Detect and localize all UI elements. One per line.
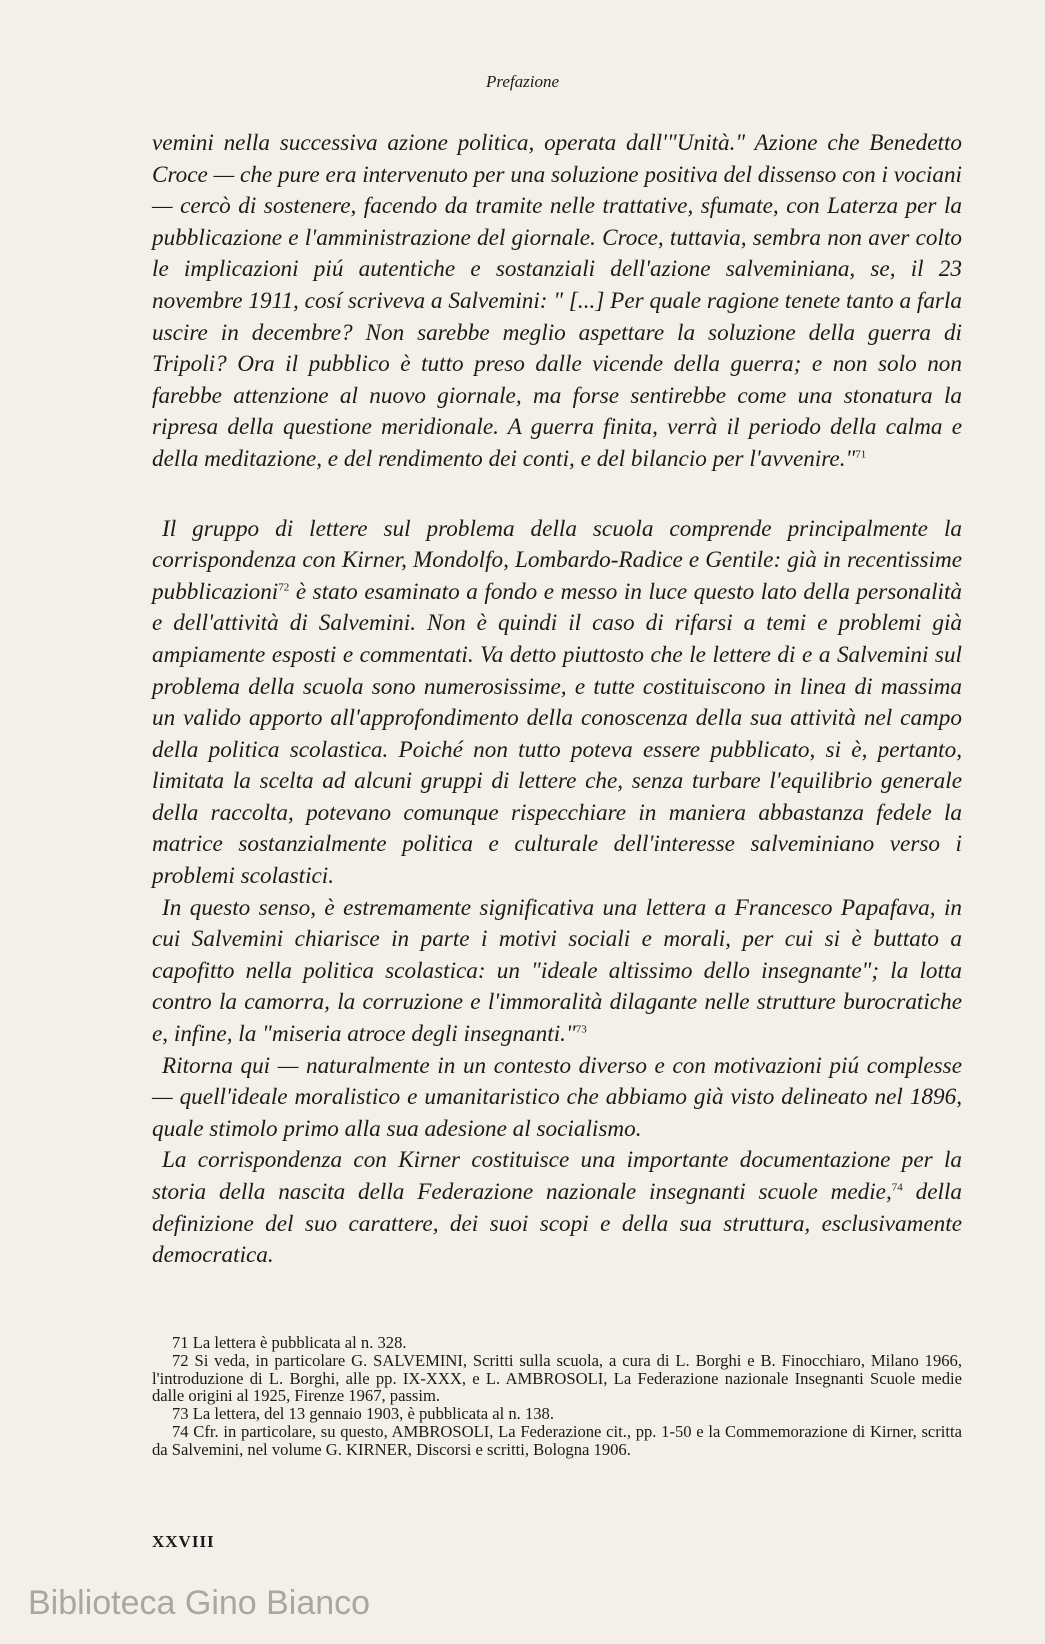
footnote-74: 74 Cfr. in particolare, su questo, AMBROSOLI, La Federazione cit., pp. 1-50 e la Commemorazione di Kirner, scritta da Salvemini, nel volume G. KIRNER, Discorsi e scritti, Bologna 1906. bbox=[152, 1421, 962, 1459]
library-watermark: Biblioteca Gino Bianco bbox=[28, 1584, 371, 1622]
paragraph-2 bbox=[152, 514, 962, 893]
paragraph-3 bbox=[152, 893, 962, 1051]
paragraph-4: Ritorna qui — naturalmente in un contesto diverso e con motivazioni piú complesse — quell'ideale moralistico e umanitaristico che abbiamo già visto delineato nel 1896, quale stimolo primo alla sua adesione al socialismo. bbox=[152, 1052, 962, 1142]
body-text bbox=[152, 128, 962, 1272]
footnotes bbox=[152, 1334, 962, 1459]
paragraph-5 bbox=[152, 1145, 962, 1271]
paragraph-1-text: vemini nella successiva azione politica, operata dall'"Unità." Azione che Benedetto Croce — che pure era intervenuto per una soluzione positiva del dissenso con i vociani — cercò di sostenere, facendo da tramite nelle trattative, sfumate, con Laterza per la pubblicazione e l'amministrazione del giornale. Croce, tuttavia, sembra non aver colto le implicazioni piú autentiche e sostanziali dell'azione salveminiana, se, il 23 novembre 1911, cosí scriveva a Salvemini: " [...] Per quale ragione tenete tanto a farla uscire in decembre? Non sarebbe meglio aspettare la soluzione della guerra di Tripoli? Ora il pubblico è tutto preso dalle vicende della guerra; e non solo non farebbe attenzione al nuovo giornale, ma forse sentirebbe come una stonatura la ripresa della questione meridionale. A guerra finita, verrà il periodo della calma e della meditazione, e del rendimento dei conti, e del bilancio per l'avvenire." bbox=[152, 130, 962, 472]
footnote-73: 73 La lettera, del 13 gennaio 1903, è pubblicata al n. 138. bbox=[172, 1404, 554, 1424]
footnote-72: 72 Si veda, in particolare G. SALVEMINI, Scritti sulla scuola, a cura di L. Borghi e B. Finocchiaro, Milano 1966, l'introduzione di L. Borghi, alle pp. IX-XXX, e L. AMBROSOLI, La Federazione nazionale Insegnanti Scuole medie dalle origini al 1925, Firenze 1967, passim. bbox=[152, 1350, 962, 1406]
footnote-ref-73: 73 bbox=[575, 1023, 587, 1036]
footnote-ref-72: 72 bbox=[278, 580, 290, 593]
running-head: Prefazione bbox=[485, 72, 560, 91]
footnote-ref-74: 74 bbox=[891, 1181, 903, 1194]
page-number: XXVIII bbox=[152, 1532, 215, 1551]
paragraph-2-text-a: Il gruppo di lettere sul problema della scuola comprende principalmente la corrispondenza con Kirner, Mondolfo, Lombardo-Radice e Gentile: già in recentissime pubblicazioni bbox=[152, 515, 962, 605]
paragraph-5-text-b: della definizione del suo carattere, dei suoi scopi e della sua struttura, esclusivamente democratica. bbox=[152, 1179, 962, 1269]
paragraph-1 bbox=[152, 128, 962, 476]
footnote-ref-71: 71 bbox=[855, 448, 867, 461]
paragraph-3-text: In questo senso, è estremamente significativa una lettera a Francesco Papafava, in cui Salvemini chiarisce in parte i motivi sociali e morali, per cui si è buttato a capofitto nella politica scolastica: un "ideale altissimo dello insegnante"; la lotta contro la camorra, la corruzione e l'immoralità dilagante nelle strutture burocratiche e, infine, la "miseria atroce degli insegnanti." bbox=[152, 894, 962, 1048]
paragraph-5-text-a: La corrispondenza con Kirner costituisce una importante documentazione per la storia della nascita della Federazione nazionale insegnanti scuole medie, bbox=[152, 1147, 962, 1205]
footnote-71: 71 La lettera è pubblicata al n. 328. bbox=[172, 1333, 407, 1352]
paragraph-2-text-b: è stato esaminato a fondo e messo in luce questo lato della personalità e dell'attività di Salvemini. Non è quindi il caso di rifarsi a temi e problemi già ampiamente esposti e commentati. Va detto piuttosto che le lettere di e a Salvemini sul problema della scuola sono numerosissime, e tutte costituiscono in linea di massima un valido apporto all'approfondimento della conoscenza della sua attività nel campo della politica scolastica. Poiché non tutto poteva essere pubblicato, si è, pertanto, limitata la scelta ad alcuni gruppi di lettere che, senza turbare l'equilibrio generale della raccolta, potevano comunque rispecchiare in maniera abbastanza fedele la matrice sostanzialmente politica e culturale dell'interesse salveminiano verso i problemi scolastici. bbox=[152, 578, 962, 890]
